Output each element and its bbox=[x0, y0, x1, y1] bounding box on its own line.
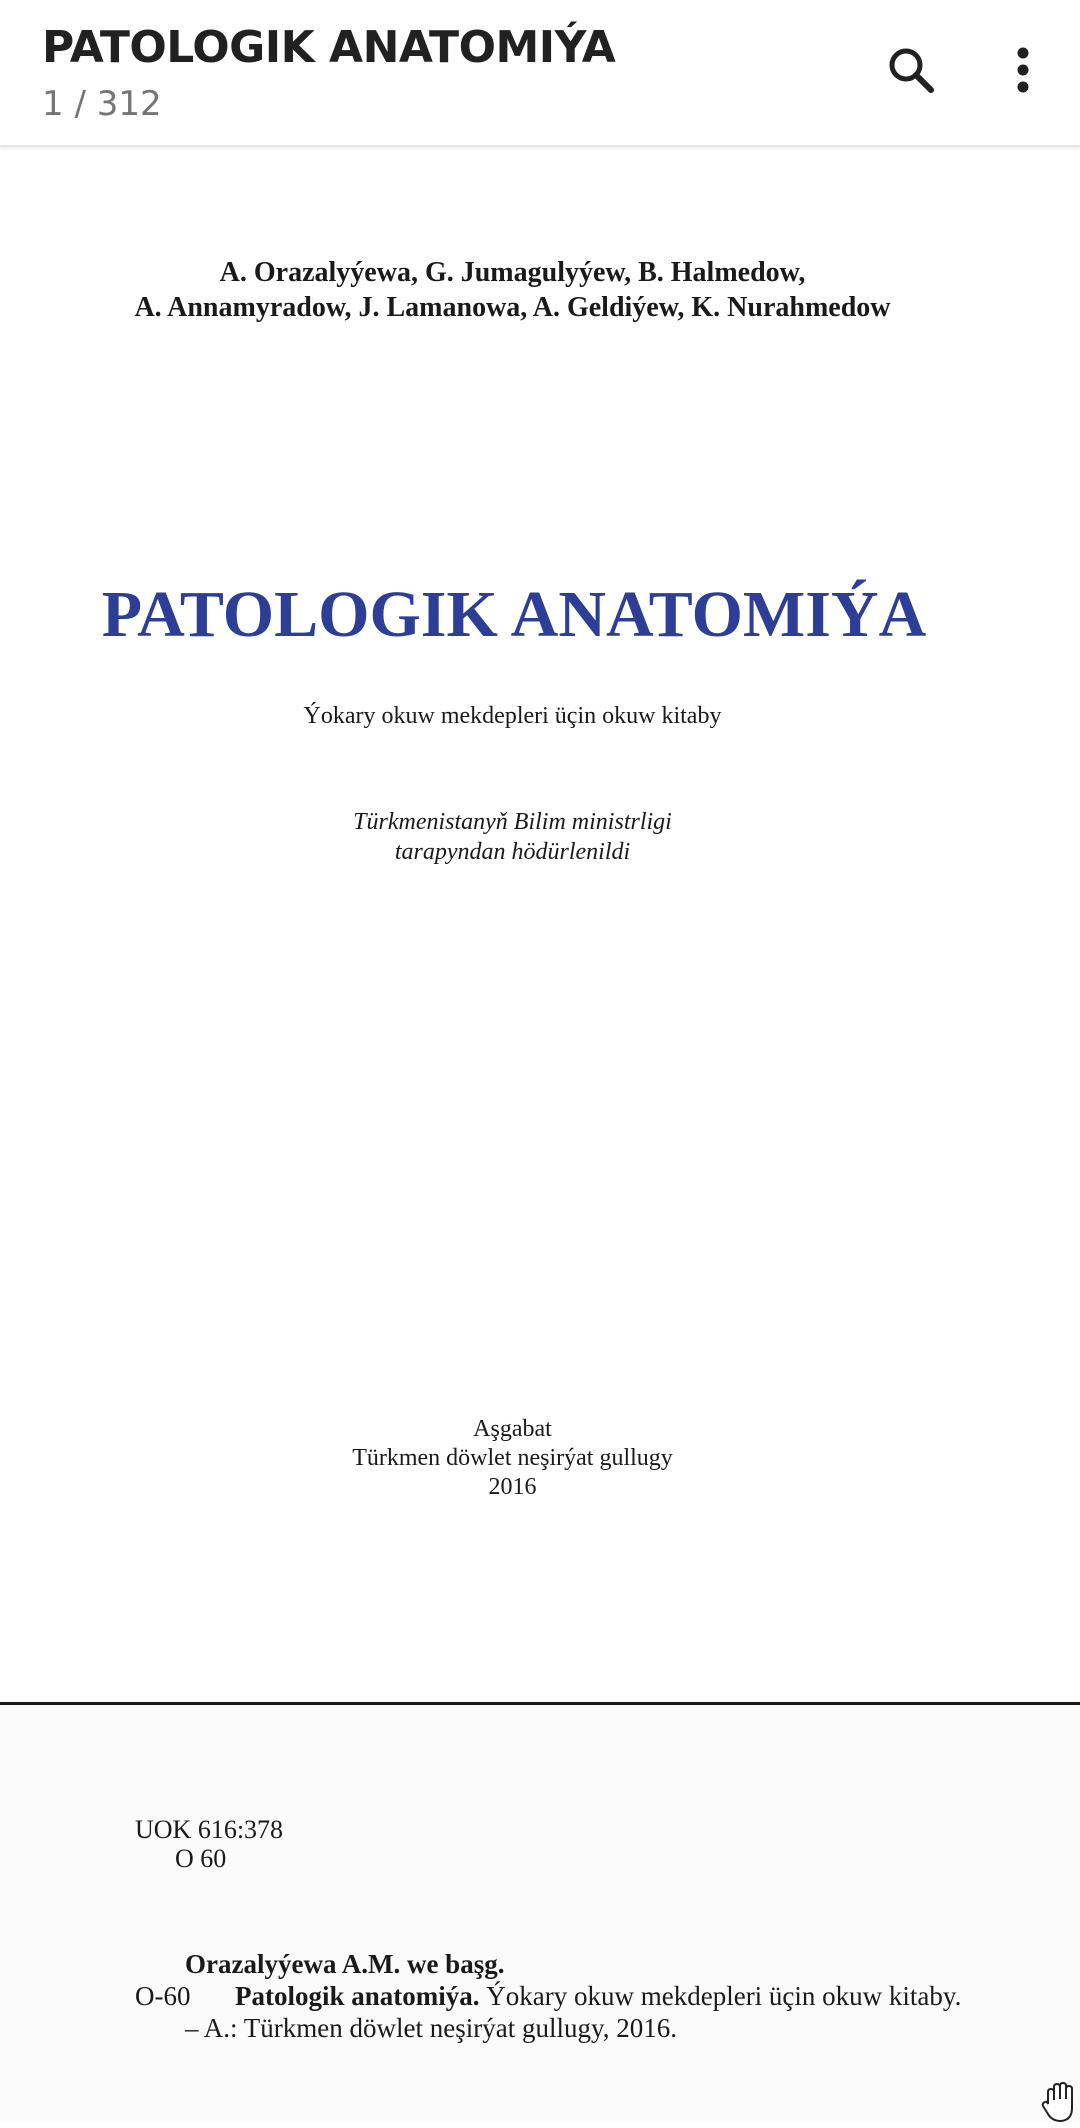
hand-cursor-icon bbox=[1040, 2080, 1080, 2123]
catalog-title: Patologik anatomiýa. bbox=[235, 1981, 480, 2011]
top-app-bar bbox=[0, 0, 1080, 147]
udc-index: O 60 bbox=[175, 1844, 227, 1873]
document-title: PATOLOGIK ANATOMIÝA bbox=[42, 22, 616, 73]
catalog-author: Orazalyýewa A.M. we başg. bbox=[185, 1949, 505, 1979]
search-icon bbox=[885, 44, 937, 96]
catalog-title-line bbox=[135, 1980, 961, 2012]
publisher-name: Türkmen döwlet neşirýat gullugy bbox=[352, 1445, 673, 1471]
approval-note bbox=[0, 807, 1025, 867]
page-indicator: 1 / 312 bbox=[42, 84, 162, 124]
catalog-entry bbox=[135, 1948, 961, 2044]
catalog-publication: – A.: Türkmen döwlet neşirýat gullugy, 2016. bbox=[185, 2013, 677, 2043]
more-vert-icon bbox=[1013, 45, 1033, 95]
authors-line-2: A. Annamyradow, J. Lamanowa, A. Geldiýew, K. Nurahmedow bbox=[134, 292, 891, 323]
book-title: PATOLOGIK ANATOMIÝA bbox=[101, 578, 927, 651]
publisher-city: Aşgabat bbox=[473, 1416, 552, 1442]
approval-line-2: tarapyndan hödürlenildi bbox=[394, 839, 631, 865]
search-button[interactable] bbox=[876, 35, 946, 105]
pdf-page-2 bbox=[0, 1705, 1080, 2123]
more-options-button[interactable] bbox=[988, 35, 1058, 105]
pdf-page-1 bbox=[0, 147, 1080, 1702]
udc-code: UOK 616:378 bbox=[135, 1815, 284, 1844]
approval-line-1: Türkmenistanyň Bilim ministrligi bbox=[353, 809, 672, 835]
udc-block bbox=[135, 1815, 283, 1873]
authors bbox=[0, 255, 1025, 325]
publisher-year: 2016 bbox=[488, 1474, 537, 1500]
publisher-info bbox=[0, 1415, 1025, 1502]
catalog-index: O-60 bbox=[135, 1981, 191, 2011]
authors-line-1: A. Orazalyýewa, G. Jumagulyýew, B. Halmedow, bbox=[219, 257, 806, 288]
book-subtitle: Ýokary okuw mekdepleri üçin okuw kitaby bbox=[303, 703, 722, 729]
catalog-description: Ýokary okuw mekdepleri üçin okuw kitaby. bbox=[486, 1981, 962, 2011]
